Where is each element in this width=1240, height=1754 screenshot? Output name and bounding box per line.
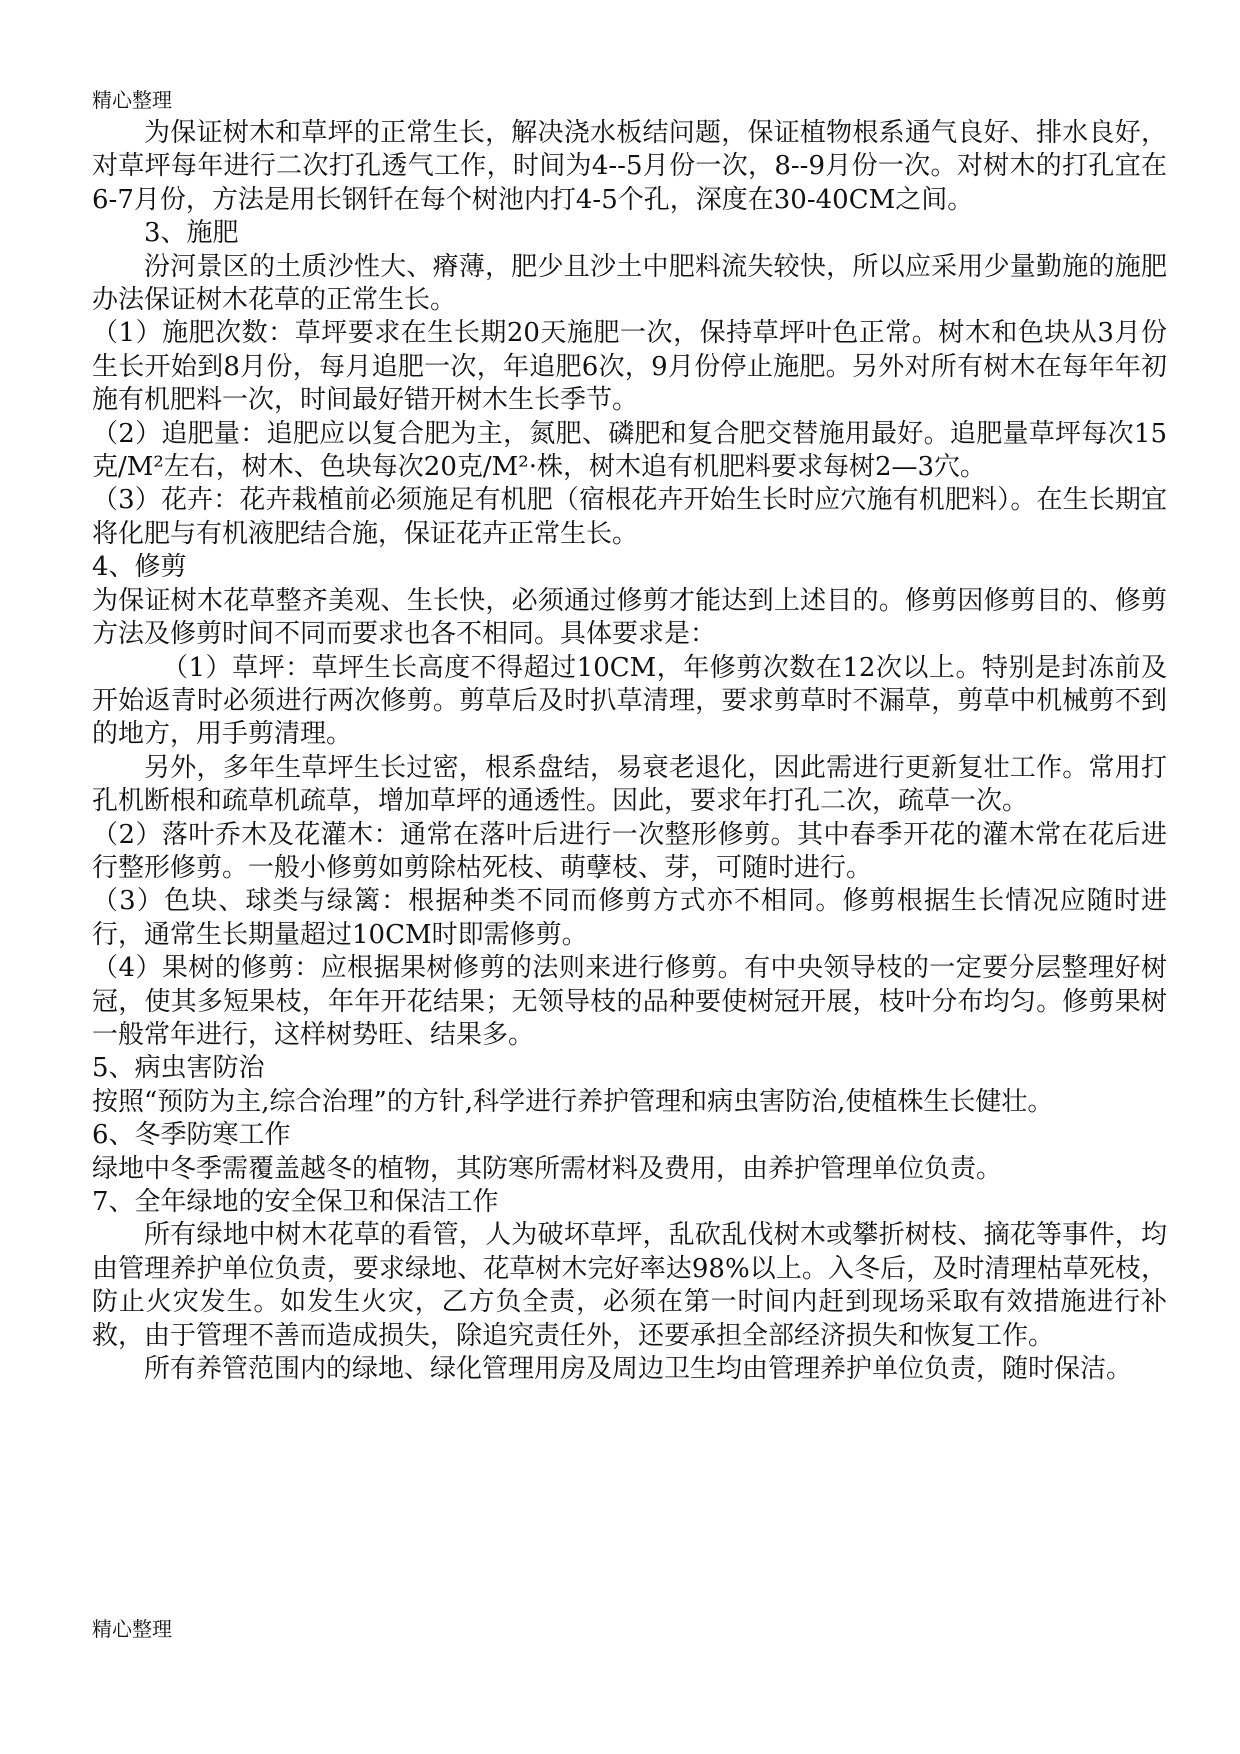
section-heading-security: 7、全年绿地的安全保卫和保洁工作: [92, 1187, 499, 1217]
page-header: 精心整理: [92, 88, 172, 112]
paragraph-pruning-hedges: （3）色块、球类与绿篱：根据种类不同而修剪方式亦不相同。修剪根据生长情况应随时进行，通常生长期量超过10CM时即需修剪。: [92, 886, 1167, 950]
paragraph-pest-control: 按照“预防为主,综合治理”的方针,科学进行养护管理和病虫害防治,使植株生长健壮。: [92, 1086, 1054, 1117]
paragraph-fertilizing-frequency: （1）施肥次数：草坪要求在生长期20天施肥一次，保持草坪叶色正常。树木和色块从3月份生长开始到8月份，每月追肥一次，年追肥6次，9月份停止施肥。另外对所有树木在每年年初施有机肥料一次，时间最好错开树木生长季节。: [92, 318, 1167, 416]
section-heading-pest-control: 5、病虫害防治: [92, 1053, 265, 1084]
section-heading-fertilizing: 3、施肥: [144, 218, 239, 249]
section-heading-pruning: 4、修剪: [92, 552, 187, 583]
paragraph-pruning-lawn: （1）草坪：草坪生长高度不得超过10CM，年修剪次数在12次以上。特别是封冻前及开始返青时必须进行两次修剪。剪草后及时扒草清理，要求剪草时不漏草，剪草中机械剪不到的地方，用手剪清理。: [92, 652, 1167, 750]
paragraph-security: 所有绿地中树木花草的看管，人为破坏草坪，乱砍乱伐树木或攀折树枝、摘花等事件，均由管理养护单位负责，要求绿地、花草树木完好率达98%以上。入冬后，及时清理枯草死枝，防止火灾发生。如发生火灾，乙方负全责，必须在第一时间内赶到现场采取有效措施进行补救，由于管理不善而造成损失，除追究责任外，还要承担全部经济损失和恢复工作。: [92, 1220, 1167, 1351]
paragraph-winter: 绿地中冬季需覆盖越冬的植物，其防寒所需材料及费用，由养护管理单位负责。: [92, 1153, 1003, 1184]
paragraph-pruning-deciduous: （2）落叶乔木及花灌木：通常在落叶后进行一次整形修剪。其中春季开花的灌木常在花后进行整形修剪。一般小修剪如剪除枯死枝、萌孽枝、芽，可随时进行。: [92, 819, 1167, 883]
paragraph-pruning-intro: 为保证树木花草整齐美观、生长快，必须通过修剪才能达到上述目的。修剪因修剪目的、修剪方法及修剪时间不同而要求也各不相同。具体要求是：: [92, 585, 1167, 650]
paragraph-fertilizing-amount: （2）追肥量：追肥应以复合肥为主，氮肥、磷肥和复合肥交替施用最好。追肥量草坪每次15克/M²左右，树木、色块每次20克/M²·株，树木追有机肥料要求每树2—3穴。: [92, 418, 1167, 483]
paragraph-pruning-fruit-trees: （4）果树的修剪：应根据果树修剪的法则来进行修剪。有中央领导枝的一定要分层整理好树冠，使其多短果枝，年年开花结果；无领导枝的品种要使树冠开展，枝叶分布均匀。修剪果树一般常年进行，这样树势旺、结果多。: [92, 953, 1167, 1050]
paragraph-flowers: （3）花卉：花卉栽植前必须施足有机肥（宿根花卉开始生长时应穴施有机肥料）。在生长期宜将化肥与有机液肥结合施，保证花卉正常生长。: [92, 485, 1167, 549]
paragraph-fertilizing-intro: 汾河景区的土质沙性大、瘠薄，肥少且沙土中肥料流失较快，所以应采用少量勤施的施肥办法保证树木花草的正常生长。: [92, 251, 1167, 316]
paragraph-pruning-lawn-renewal: 另外，多年生草坪生长过密，根系盘结，易衰老退化，因此需进行更新复壮工作。常用打孔机断根和疏草机疏草，增加草坪的通透性。因此，要求年打孔二次，疏草一次。: [92, 752, 1167, 817]
section-heading-winter: 6、冬季防寒工作: [92, 1120, 291, 1151]
paragraph-aeration: 为保证树木和草坪的正常生长，解决浇水板结问题，保证植物根系通气良好、排水良好，对草坪每年进行二次打孔透气工作，时间为4--5月份一次，8--9月份一次。对树木的打孔宜在6-7月份，方法是用长钢钎在每个树池内打4-5个孔，深度在30-40CM之间。: [92, 118, 1167, 215]
page-footer: 精心整理: [92, 1617, 172, 1641]
paragraph-cleaning: 所有养管范围内的绿地、绿化管理用房及周边卫生均由管理养护单位负责，随时保洁。: [144, 1354, 1133, 1385]
document-body: [92, 117, 1167, 1386]
